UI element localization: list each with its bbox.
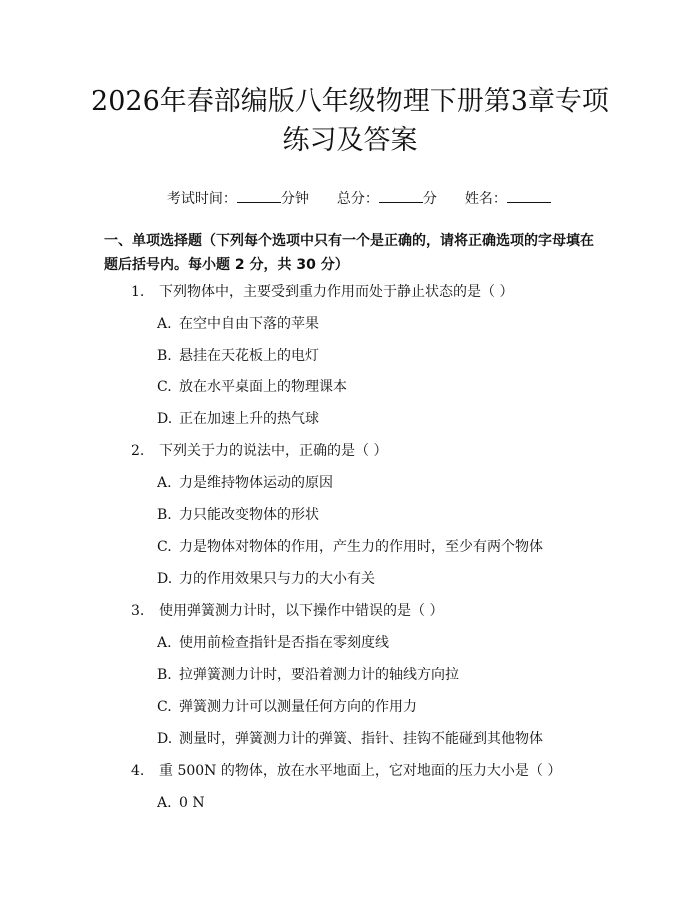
option-key: A. [157,475,172,491]
question-1-option-a [157,314,319,334]
option-key: C. [157,699,172,715]
question-4 [131,761,561,781]
total-score-label: 总分： [336,191,379,207]
option-text: 在空中自由下落的苹果 [179,316,319,332]
question-1-option-d [157,409,319,429]
option-text: 拉弹簧测力计时，要沿着测力计的轴线方向拉 [179,667,459,683]
total-score-blank [379,190,423,203]
student-name-blank [507,190,551,203]
option-text: 力是物体对物体的作用，产生力的作用时，至少有两个物体 [179,539,543,555]
option-key: D. [157,731,173,747]
document-title: 2026年春部编版八年级物理下册第3章专项练习及答案 [91,86,609,156]
option-key: D. [157,571,173,587]
question-2-number: 2. [131,443,145,459]
total-score-unit: 分 [422,191,437,207]
question-3-option-d [157,729,543,749]
option-key: A. [157,795,172,811]
exam-meta-line [0,169,700,229]
option-text: 放在水平桌面上的物理课本 [179,379,347,395]
option-key: B. [157,348,172,364]
option-text: 悬挂在天花板上的电灯 [179,348,319,364]
question-3-option-c [157,697,417,717]
exam-time-blank [237,190,281,203]
option-text: 0 N [179,795,205,811]
question-2-option-d [157,569,375,589]
question-3-option-a [157,633,389,653]
question-1-option-c [157,377,347,397]
question-1-number: 1. [131,284,145,300]
option-key: A. [157,635,172,651]
option-text: 使用前检查指针是否指在零刻度线 [179,635,389,651]
exam-time-label: 考试时间： [166,191,237,207]
section-heading: 一、单项选择题（下列每个选项中只有一个是正确的，请将正确选项的字母填在题后括号内。每小题 2 分，共 30 分） [104,233,594,273]
option-key: C. [157,539,172,555]
question-3-text: 使用弹簧测力计时，以下操作中错误的是（ ） [159,603,444,619]
option-text: 力是维持物体运动的原因 [179,475,333,491]
option-key: C. [157,379,172,395]
question-4-number: 4. [131,763,145,779]
option-text: 正在加速上升的热气球 [179,411,319,427]
question-1-text: 下列物体中，主要受到重力作用而处于静止状态的是（ ） [159,284,514,300]
option-key: A. [157,316,172,332]
option-text: 弹簧测力计可以测量任何方向的作用力 [179,699,417,715]
option-key: D. [157,411,173,427]
exam-time-unit: 分钟 [280,191,309,207]
question-3-number: 3. [131,603,145,619]
question-2-option-c [157,537,543,557]
question-3 [131,601,443,621]
question-2-text: 下列关于力的说法中，正确的是（ ） [159,443,388,459]
question-2 [131,441,387,461]
question-3-option-b [157,665,459,685]
question-1-option-b [157,346,319,366]
option-text: 力只能改变物体的形状 [179,507,319,523]
question-4-text: 重 500N 的物体，放在水平地面上，它对地面的压力大小是（ ） [159,763,562,779]
option-text: 力的作用效果只与力的大小有关 [179,571,375,587]
question-2-option-b [157,505,319,525]
option-key: B. [157,667,172,683]
student-name-label: 姓名： [464,191,507,207]
question-1 [131,282,513,302]
question-2-option-a [157,473,333,493]
option-key: B. [157,507,172,523]
question-4-option-a [157,793,205,813]
option-text: 测量时，弹簧测力计的弹簧、指针、挂钩不能碰到其他物体 [179,731,543,747]
